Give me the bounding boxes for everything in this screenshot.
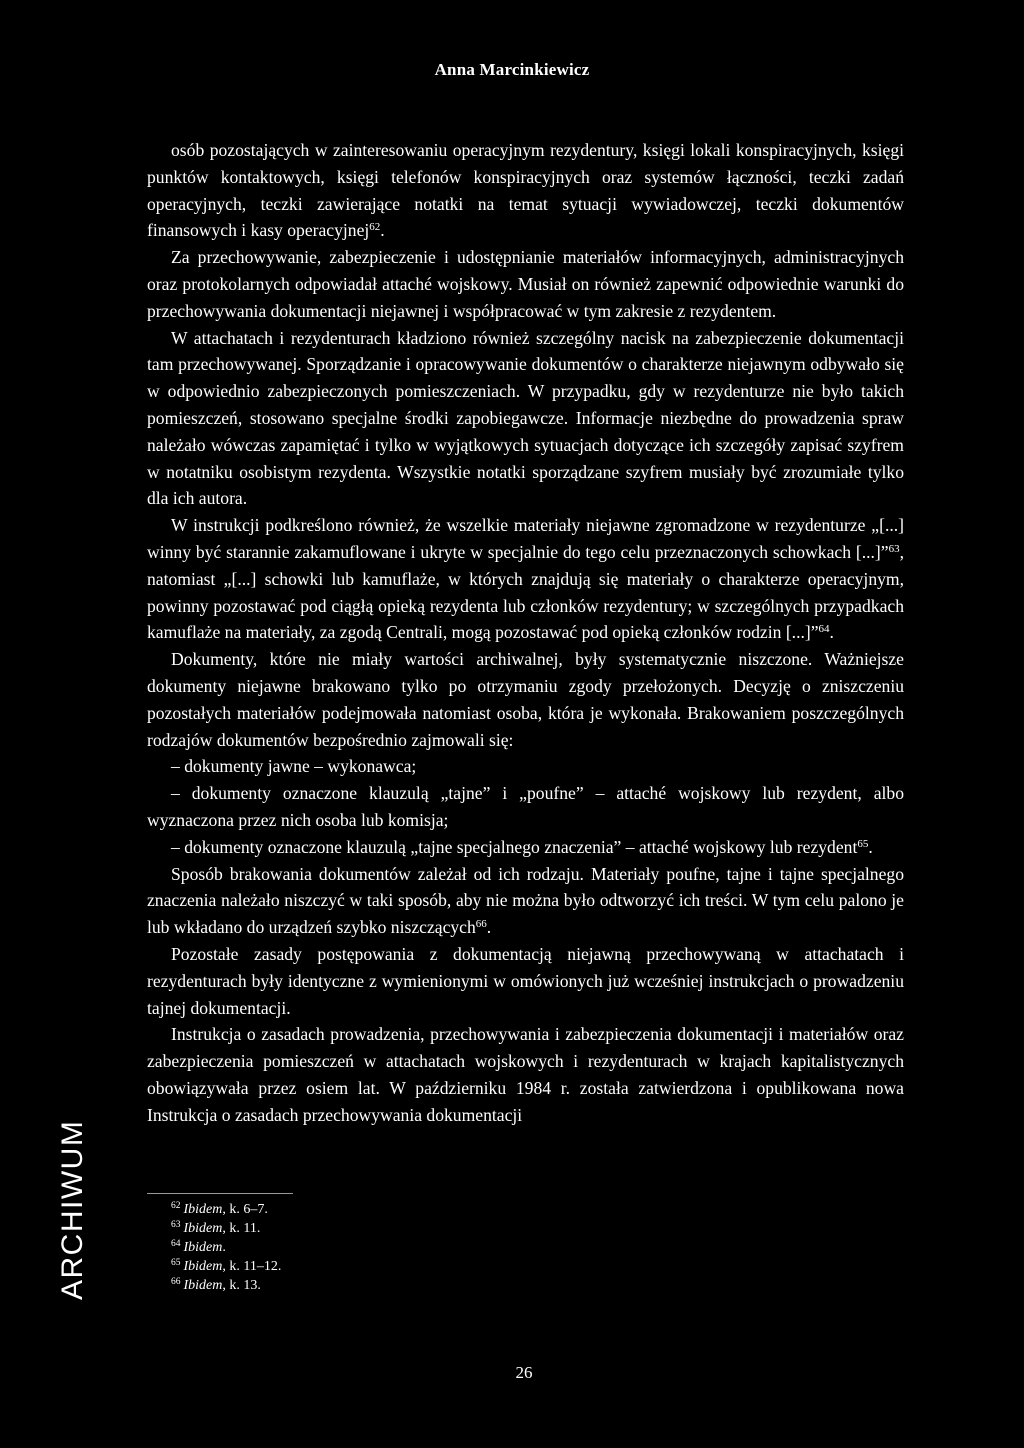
footnote-number: 65 bbox=[171, 1258, 181, 1268]
footnote-item bbox=[171, 1200, 571, 1219]
footnote-source: Ibidem bbox=[183, 1221, 223, 1236]
list-item-text: – dokumenty oznaczone klauzulą „tajne” i „poufne” – attaché wojskowy lub rezydent, albo wyznaczona przez nich osoba lub komisja; bbox=[147, 783, 904, 830]
footnote-number: 64 bbox=[171, 1239, 181, 1249]
body-text bbox=[147, 137, 904, 1128]
footnote-ref[interactable]: 62 bbox=[369, 221, 381, 234]
paragraph-text: Sposób brakowania dokumentów zależał od ich rodzaju. Materiały poufne, tajne i tajne specjalnego znaczenia należało niszczyć w taki sposób, aby nie można było odtworzyć ich treści. W tym celu palono je lub wkładano do urządzeń szybko niszczących bbox=[147, 863, 904, 938]
footnote-ref[interactable]: 63 bbox=[888, 542, 900, 555]
footnote-ref[interactable]: 64 bbox=[818, 623, 830, 636]
footnote-number: 66 bbox=[171, 1277, 181, 1287]
paragraph bbox=[147, 941, 904, 1021]
paragraph-text: W attachatach i rezydenturach kładziono również szczególny nacisk na zabezpieczenie dokumentacji tam przechowywanej. Sporządzanie i opracowywanie dokumentów o charakterze niejawnym odbywało się w odpowiednio zabezpieczonych pomieszczeniach. W przypadku, gdy w rezydenturze nie było takich pomieszczeń, stosowano specjalne środki zapobiegawcze. Informacje niezbędne do prowadzenia spraw należało wówczas zapamiętać i tylko w wyjątkowych sytuacjach dotyczące ich szczegóły zapisać szyfrem w notatniku osobistym rezydenta. Wszystkie notatki sporządzane szyfrem musiały być zrozumiałe tylko dla ich autora. bbox=[147, 327, 904, 509]
footnote-source: Ibidem bbox=[183, 1278, 223, 1293]
paragraph-text: Za przechowywanie, zabezpieczenie i udostępnianie materiałów informacyjnych, administracyjnych oraz protokolarnych odpowiadał attaché wojskowy. Musiał on również zapewnić odpowiednie warunki do przechowywania dokumentacji niejawnej i współpracować w tym zakresie z rezydentem. bbox=[147, 247, 904, 321]
paragraph-tail: . bbox=[486, 917, 492, 938]
paragraph bbox=[147, 1021, 904, 1128]
page-number: 26 bbox=[515, 1363, 533, 1382]
list-item-text: – dokumenty jawne – wykonawca; bbox=[171, 756, 417, 777]
running-head-author: Anna Marcinkiewicz bbox=[434, 60, 590, 79]
footnote-number: 62 bbox=[171, 1201, 181, 1211]
footnote-ref[interactable]: 65 bbox=[857, 837, 869, 850]
paragraph-text: Instrukcja o zasadach prowadzenia, przechowywania i zabezpieczenia dokumentacji i materiałów oraz zabezpieczenia pomieszczeń w attachatach wojskowych i rezydenturach w krajach kapitalistycznych obowiązywała przez osiem lat. W październiku 1984 r. została zatwierdzona i opublikowana nowa Instrukcja o zasadach przechowywania dokumentacji bbox=[147, 1024, 904, 1125]
paragraph-text-continued: , natomiast „[...] schowki lub kamuflaże, w których znajdują się materiały o charakterze operacyjnym, powinny pozostawać pod ciągłą opieką rezydenta lub członków rezydentury; w szczególnych przypadkach kamuflaże na materiały, za zgodą Centrali, mogą pozostawać pod opieką członków rodzin [...]” bbox=[147, 541, 904, 643]
paragraph bbox=[147, 646, 904, 753]
footnote-source: Ibidem bbox=[183, 1259, 223, 1274]
list-item-text: – dokumenty oznaczone klauzulą „tajne specjalnego znaczenia” – attaché wojskowy lub rezydent bbox=[171, 836, 858, 857]
footnote-ref[interactable]: 66 bbox=[475, 918, 487, 931]
footnote-ref-text: , k. 11. bbox=[222, 1221, 261, 1236]
footnote-ref-text: , k. 11–12. bbox=[222, 1259, 282, 1274]
footnote-ref-text: , k. 6–7. bbox=[222, 1202, 268, 1217]
footnote-number: 63 bbox=[171, 1220, 181, 1230]
paragraph bbox=[147, 244, 904, 324]
paragraph-text: Dokumenty, które nie miały wartości archiwalnej, były systematycznie niszczone. Ważniejsze dokumenty niejawne brakowano tylko po otrzymaniu zgody przełożonych. Decyzję o zniszczeniu pozostałych materiałów podejmowała natomiast osoba, która je wykonała. Brakowaniem poszczególnych rodzajów dokumentów bezpośrednio zajmowali się: bbox=[147, 649, 904, 750]
footnote-ref-text: , k. 13. bbox=[222, 1278, 261, 1293]
paragraph bbox=[147, 861, 904, 941]
footnote-item bbox=[171, 1219, 571, 1238]
paragraph-text: W instrukcji podkreślono również, że wszelkie materiały niejawne zgromadzone w rezydenturze „[...] winny być starannie zakamuflowane i ukryte w specjalnie do tego celu przeznaczonych schowkach [...]” bbox=[147, 515, 904, 562]
footnote-item bbox=[171, 1238, 571, 1257]
footnote-item bbox=[171, 1276, 571, 1295]
footnote-source: Ibidem bbox=[183, 1240, 223, 1255]
footnote-source: Ibidem bbox=[183, 1202, 223, 1217]
list-item bbox=[147, 834, 904, 861]
footnote-ref-text: . bbox=[222, 1240, 226, 1255]
list-item bbox=[147, 780, 904, 834]
list-item bbox=[147, 753, 904, 780]
paragraph-tail: . bbox=[829, 622, 834, 643]
paragraph bbox=[147, 137, 904, 244]
footnote-item bbox=[171, 1257, 571, 1276]
paragraph-tail: . bbox=[380, 220, 385, 241]
paragraph-text: osób pozostających w zainteresowaniu operacyjnym rezydentury, księgi lokali konspiracyjnych, księgi punktów kontaktowych, księgi telefonów konspiracyjnych oraz systemów łączności, teczki zadań operacyjnych, teczki zawierające notatki na temat sytuacji wywiadowczej, teczki dokumentów finansowych i kasy operacyjnej bbox=[147, 140, 904, 241]
journal-side-label: ARCHIWUM bbox=[56, 1119, 89, 1300]
paragraph bbox=[147, 325, 904, 513]
footnotes bbox=[171, 1200, 571, 1295]
paragraph bbox=[147, 512, 904, 646]
paragraph-text: Pozostałe zasady postępowania z dokumentacją niejawną przechowywaną w attachatach i rezydenturach były identyczne z wymienionymi w omówionych już wcześniej instrukcjach o prowadzeniu tajnej dokumentacji. bbox=[147, 943, 904, 1018]
footnote-divider bbox=[147, 1193, 293, 1194]
paragraph-tail: . bbox=[868, 836, 873, 857]
